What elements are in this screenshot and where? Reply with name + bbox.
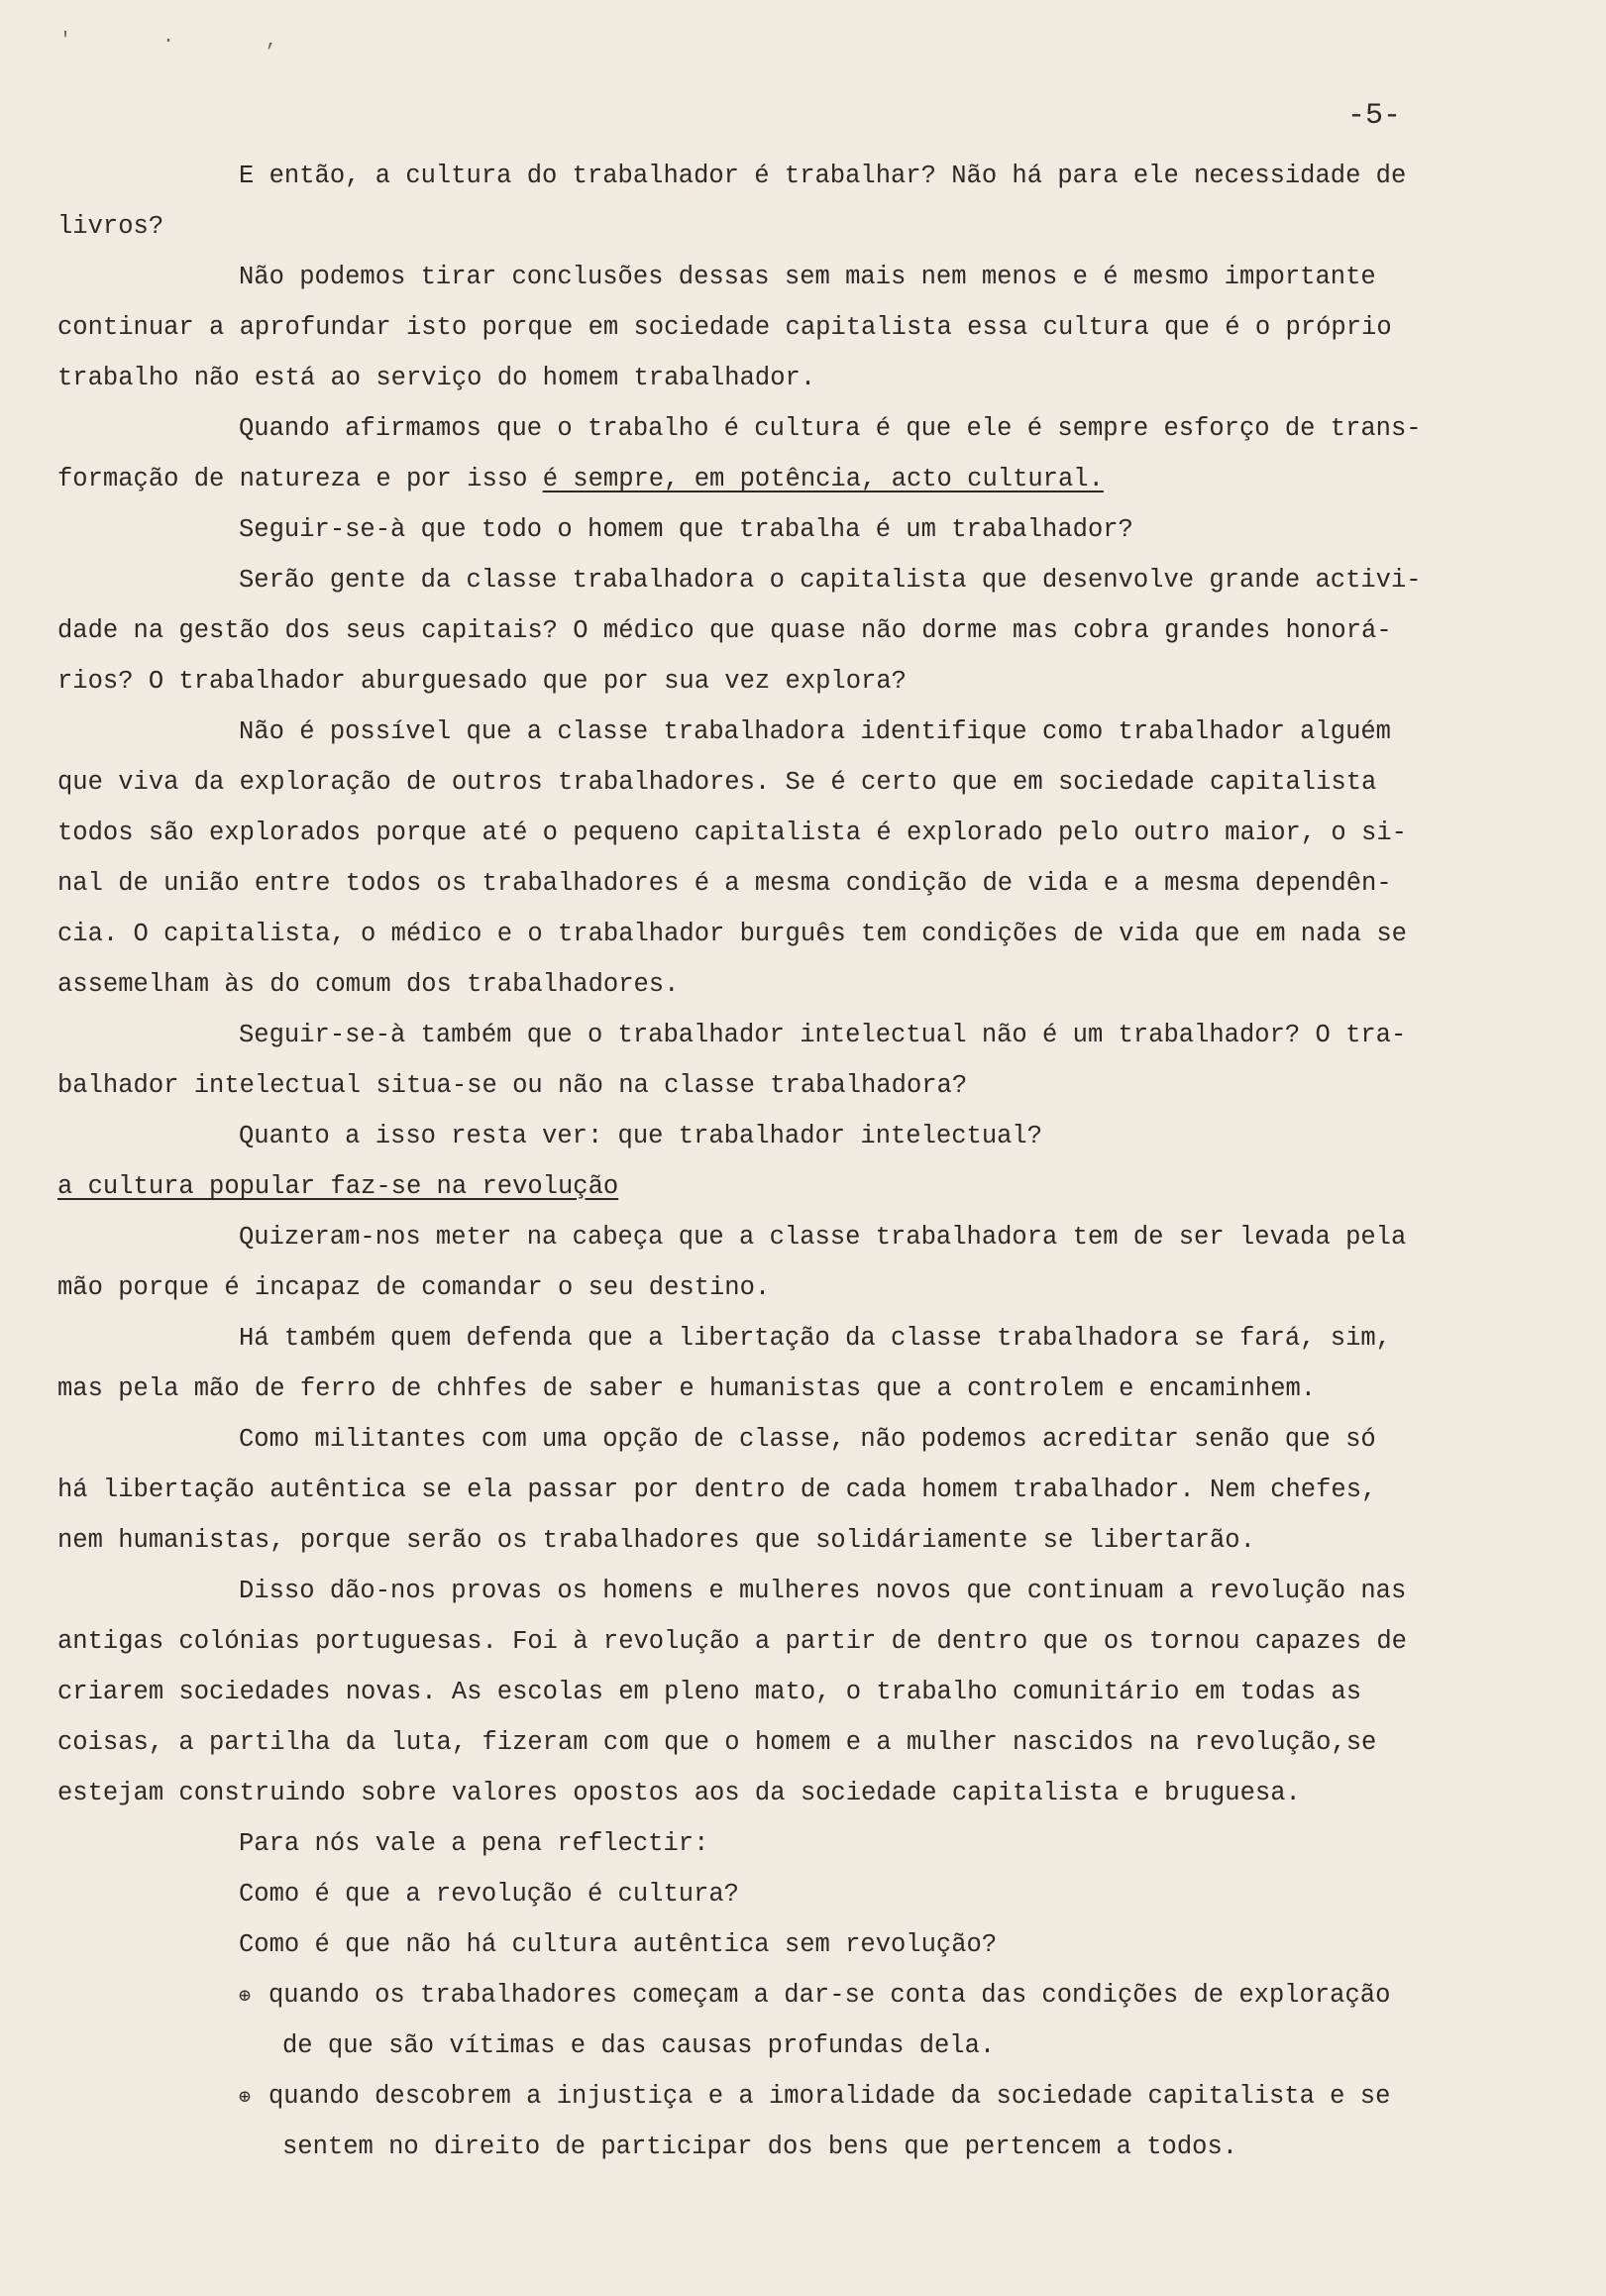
text-line [57, 909, 1544, 959]
text-line-content: Quando afirmamos que o trabalho é cultura é que ele é sempre esforço de trans- [239, 414, 1422, 443]
text-line-content: Seguir-se-à que todo o homem que trabalha é um trabalhador? [239, 515, 1133, 544]
text-line-content: continuar a aprofundar isto porque em sociedade capitalista essa cultura que é o próprio [57, 313, 1392, 342]
text-line-content: Como é que não há cultura autêntica sem revolução? [239, 1930, 998, 1959]
text-line-content: todos são explorados porque até o pequeno capitalista é explorado pelo outro maior, o si- [57, 819, 1407, 847]
text-line [57, 1414, 1544, 1465]
text-line [57, 1262, 1544, 1313]
text-line [57, 1212, 1544, 1262]
text-line [57, 403, 1544, 454]
text-line [57, 1161, 1544, 1212]
text-line [57, 555, 1544, 605]
text-line-content: cia. O capitalista, o médico e o trabalhador burguês tem condições de vida que em nada se [57, 920, 1407, 948]
text-line [57, 252, 1544, 302]
text-line-content: Não é possível que a classe trabalhadora identifique como trabalhador alguém [239, 717, 1391, 746]
bullet-text: sentem no direito de participar dos bens que pertencem a todos. [282, 2132, 1238, 2161]
text-line [57, 1313, 1544, 1364]
text-line [57, 707, 1544, 757]
text-line-content: Como militantes com uma opção de classe, não podemos acreditar senão que só [239, 1425, 1376, 1454]
text-line-content: Serão gente da classe trabalhadora o capitalista que desenvolve grande activi- [239, 566, 1422, 595]
text-line-content: E então, a cultura do trabalhador é trabalhar? Não há para ele necessidade de [239, 162, 1407, 190]
text-line [57, 1667, 1544, 1717]
bullet-text: quando os trabalhadores começam a dar-se conta das condições de exploração [268, 1981, 1391, 2010]
text-line-content: mas pela mão de ferro de chhfes de saber e humanistas que a controlem e encaminhem. [57, 1374, 1317, 1403]
text-line-content: assemelham às do comum dos trabalhadores. [57, 970, 680, 999]
text-line [57, 353, 1544, 403]
text-line [57, 302, 1544, 353]
text-line-content: nal de união entre todos os trabalhadores é a mesma condição de vida e a mesma dependên- [57, 869, 1392, 898]
text-line [57, 1768, 1544, 1818]
text-line-content: Quizeram-nos meter na cabeça que a classe trabalhadora tem de ser levada pela [239, 1223, 1407, 1252]
text-line [57, 1111, 1544, 1161]
bullet-text: quando descobrem a injustiça e a imoralidade da sociedade capitalista e se [268, 2082, 1391, 2111]
text-line-content: Seguir-se-à também que o trabalhador intelectual não é um trabalhador? O tra- [239, 1021, 1407, 1049]
bullet-item [57, 2071, 1544, 2122]
text-line [57, 504, 1544, 555]
corner-marks: ' · , [59, 30, 318, 53]
text-line-content: Quanto a isso resta ver: que trabalhador intelectual? [239, 1122, 1043, 1150]
text-line [57, 1010, 1544, 1060]
text-line-content: Como é que a revolução é cultura? [239, 1880, 739, 1909]
text-line-content: que viva da exploração de outros trabalhadores. Se é certo que em sociedade capitalista [57, 768, 1377, 797]
document-body [57, 151, 1544, 2172]
text-line [57, 1465, 1544, 1515]
text-line [57, 1566, 1544, 1616]
text-line [57, 151, 1544, 201]
text-line [57, 1515, 1544, 1566]
text-line [57, 1717, 1544, 1768]
text-line-content: Para nós vale a pena reflectir: [239, 1829, 709, 1858]
text-line [57, 858, 1544, 909]
bullet-icon: ⊕ [239, 2087, 252, 2110]
text-line [57, 1060, 1544, 1111]
text-line [57, 201, 1544, 252]
text-line-content: coisas, a partilha da luta, fizeram com que o homem e a mulher nascidos na revolução,se [57, 1728, 1377, 1757]
underlined-phrase: é sempre, em potência, acto cultural. [542, 465, 1104, 493]
text-line-content: Disso dão-nos provas os homens e mulheres novos que continuam a revolução nas [239, 1577, 1407, 1605]
page-number: -5- [1347, 99, 1402, 133]
text-line-content: dade na gestão dos seus capitais? O médico que quase não dorme mas cobra grandes honorá- [57, 616, 1392, 645]
text-line-content: mão porque é incapaz de comandar o seu destino. [57, 1273, 771, 1302]
text-line [57, 605, 1544, 656]
text-line-content: rios? O trabalhador aburguesado que por sua vez explora? [57, 667, 907, 696]
text-line-content: antigas colónias portuguesas. Foi à revolução a partir de dentro que os tornou capazes de [57, 1627, 1407, 1656]
text-line [57, 1616, 1544, 1667]
text-line-content: nem humanistas, porque serão os trabalhadores que solidáriamente se libertarão. [57, 1526, 1255, 1555]
text-line-content: há libertação autêntica se ela passar por dentro de cada homem trabalhador. Nem chefes, [57, 1476, 1377, 1504]
text-line-content: livros? [57, 212, 164, 241]
text-line [57, 1364, 1544, 1414]
text-line-content: Há também quem defenda que a libertação da classe trabalhadora se fará, sim, [239, 1324, 1391, 1353]
text-line [57, 454, 1544, 504]
text-line-content: balhador intelectual situa-se ou não na classe trabalhadora? [57, 1071, 968, 1100]
text-line [57, 1818, 1544, 1869]
text-line [57, 757, 1544, 808]
text-line-content: estejam construindo sobre valores opostos aos da sociedade capitalista e bruguesa. [57, 1779, 1301, 1807]
bullet-text: de que são vítimas e das causas profundas dela. [282, 2031, 996, 2060]
text-line-content: trabalho não está ao serviço do homem trabalhador. [57, 364, 816, 392]
text-line [57, 656, 1544, 707]
text-line [57, 808, 1544, 858]
text-line [57, 1919, 1544, 1970]
bullet-item [57, 1970, 1544, 2021]
text-line [57, 959, 1544, 1010]
section-heading: a cultura popular faz-se na revolução [57, 1172, 619, 1201]
text-line [57, 1869, 1544, 1919]
text-line-content: criarem sociedades novas. As escolas em pleno mato, o trabalho comunitário em todas as [57, 1678, 1362, 1706]
bullet-item-continuation [57, 2122, 1544, 2172]
text-line-content: Não podemos tirar conclusões dessas sem mais nem menos e é mesmo importante [239, 263, 1376, 291]
bullet-item-continuation [57, 2021, 1544, 2071]
text-line-content: formação de natureza e por isso [57, 465, 543, 493]
bullet-icon: ⊕ [239, 1986, 252, 2009]
